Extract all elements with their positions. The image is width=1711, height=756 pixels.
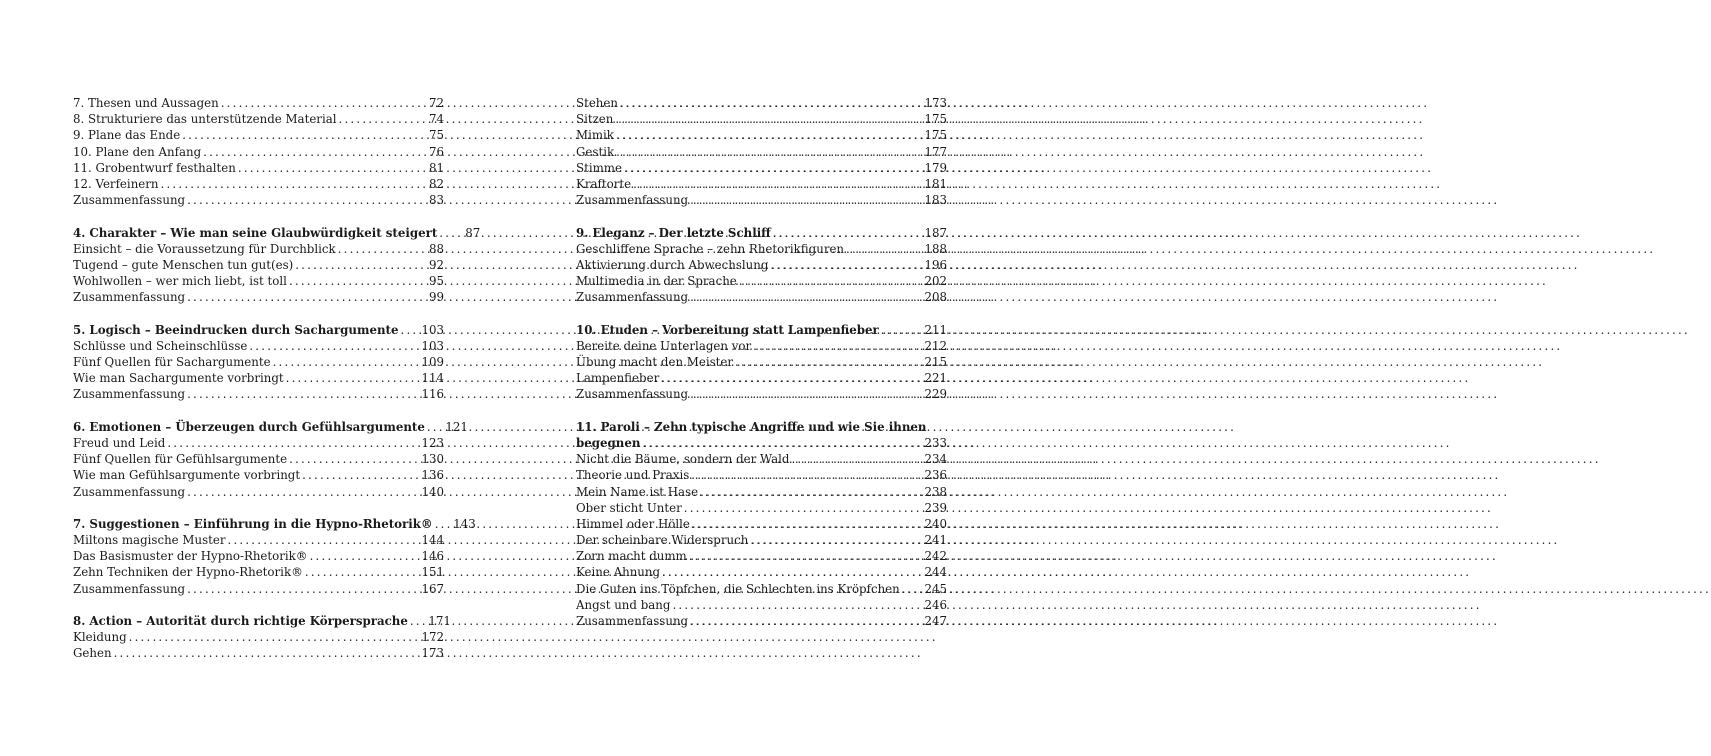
dot-leader: [187, 484, 407, 500]
toc-entry-title: Bereite deine Unterlagen vor: [576, 338, 752, 353]
dot-leader: [620, 95, 910, 111]
toc-entry: [73, 241, 444, 257]
dot-leader: [672, 597, 910, 613]
toc-page-number: 82: [428, 176, 444, 191]
toc-entry: [576, 548, 947, 564]
dot-leader: [187, 289, 407, 305]
toc-entry-title: Zusammenfassung: [73, 581, 186, 596]
toc-entry: [576, 257, 947, 273]
section-gap: [73, 500, 444, 516]
dot-leader: [439, 225, 443, 241]
dot-leader: [129, 629, 407, 645]
toc-page-number: 177: [924, 144, 947, 159]
dot-leader: [249, 338, 407, 354]
toc-entry-title: 4. Charakter – Wie man seine Glaubwürdigkeit steigert: [73, 225, 438, 240]
dot-leader: [739, 273, 910, 289]
toc-entry-title: Zusammenfassung: [73, 290, 186, 305]
toc-entry: [73, 192, 444, 208]
toc-entry-title: 10. Etuden – Vorbereitung statt Lampenfieber: [576, 322, 879, 337]
toc-page-number: 121: [445, 419, 468, 434]
toc-entry: [73, 435, 444, 451]
toc-entry: [576, 144, 947, 160]
toc-page-number: 188: [924, 241, 947, 256]
toc-page-number: 245: [924, 581, 947, 596]
toc-entry-title: Zusammenfassung: [576, 193, 689, 208]
toc-page-number: 144: [421, 533, 444, 548]
toc-right-page: [576, 95, 947, 629]
toc-page-number: 136: [421, 468, 444, 483]
toc-page-number: 247: [924, 614, 947, 628]
dot-leader: [187, 386, 407, 402]
toc-page-number: 234: [924, 452, 947, 467]
dot-leader: [690, 289, 910, 305]
toc-page-number: 103: [421, 338, 444, 353]
toc-page-number: 167: [421, 581, 444, 596]
toc-entry: [73, 467, 444, 483]
toc-page-number: 208: [924, 290, 947, 305]
toc-page-number: 143: [453, 516, 476, 531]
toc-page-number: 202: [924, 274, 947, 289]
toc-entry: [576, 241, 947, 257]
toc-entry: [576, 500, 947, 516]
toc-page-number: 130: [421, 452, 444, 467]
dot-leader: [305, 564, 407, 580]
toc-entry-title: 12. Verfeinern: [73, 176, 159, 191]
toc-entry: [73, 338, 444, 354]
toc-page-number: 244: [924, 565, 947, 580]
dot-leader: [228, 532, 408, 548]
toc-entry: [576, 467, 947, 483]
toc-page-number: 229: [924, 387, 947, 402]
toc-entry: [73, 370, 444, 386]
toc-page-number: 99: [428, 290, 444, 305]
toc-entry-title: Kleidung: [73, 630, 127, 645]
toc-entry: [576, 370, 947, 386]
dot-leader: [773, 225, 910, 241]
dot-leader: [615, 111, 910, 127]
toc-entry: [73, 581, 444, 597]
toc-page-number: 92: [428, 257, 444, 272]
toc-page-number: 175: [924, 128, 947, 143]
toc-entry: [73, 144, 444, 160]
dot-leader: [633, 176, 910, 192]
section-gap: [73, 305, 444, 321]
toc-page-number: 83: [428, 193, 444, 208]
dot-leader: [302, 467, 407, 483]
toc-entry-title: Ober sticht Unter: [576, 500, 682, 515]
toc-page-number: 196: [924, 257, 947, 272]
toc-entry-title: Die Guten ins Töpfchen, die Schlechten ins Kröpfchen: [576, 581, 900, 596]
toc-entry: [576, 160, 947, 176]
toc-entry-title: 11. Paroli – Zehn typische Angriffe und wie Sie ihnen: [576, 419, 927, 434]
toc-entry-title: Übung macht den Meister: [576, 355, 734, 369]
toc-entry-title: Gestik: [576, 144, 615, 159]
dot-leader: [187, 581, 407, 597]
toc-entry: [73, 354, 444, 370]
toc-page-number: 114: [421, 371, 444, 386]
dot-leader: [700, 484, 910, 500]
toc-entry: [73, 273, 444, 289]
dot-leader: [902, 581, 910, 597]
toc-page-number: 76: [428, 144, 444, 159]
toc-page-number: 221: [924, 371, 947, 386]
toc-entry: [576, 289, 947, 305]
toc-page-number: 181: [924, 176, 947, 191]
toc-page-number: 171: [428, 614, 451, 628]
toc-page-number: 173: [421, 646, 444, 661]
toc-chapter-heading: [576, 419, 947, 435]
section-gap: [576, 403, 947, 419]
toc-entry-title: Multimedia in der Sprache: [576, 274, 737, 289]
section-gap: [576, 305, 947, 321]
dot-leader: [167, 435, 407, 451]
toc-page-number: 173: [924, 96, 947, 110]
toc-entry-title: Fünf Quellen für Gefühlsargumente: [73, 452, 288, 467]
toc-entry-title: 8. Action – Autorität durch richtige Körpersprache: [73, 614, 408, 628]
toc-entry-title: Mimik: [576, 128, 614, 143]
dot-leader: [289, 273, 407, 289]
toc-entry: [576, 564, 947, 580]
dot-leader: [427, 419, 431, 435]
toc-entry-title: Der scheinbare Widerspruch: [576, 533, 749, 548]
dot-leader: [735, 354, 910, 370]
toc-entry-title: Theorie und Praxis: [576, 468, 690, 483]
toc-entry-title: Tugend – gute Menschen tun gut(es): [73, 257, 294, 272]
toc-chapter-heading: [576, 322, 947, 338]
dot-leader: [339, 111, 407, 127]
dot-leader: [187, 192, 407, 208]
toc-entry-title: Schlüsse und Scheinschlüsse: [73, 338, 248, 353]
toc-entry-title: Gehen: [73, 646, 112, 661]
toc-page-number: 87: [465, 225, 481, 240]
toc-page-number: 72: [428, 96, 444, 110]
dot-leader: [691, 467, 910, 483]
toc-entry: [73, 386, 444, 402]
toc-page-number: 95: [428, 274, 444, 289]
toc-chapter-heading: [73, 322, 444, 338]
toc-entry: [73, 451, 444, 467]
toc-entry: [73, 484, 444, 500]
dot-leader: [624, 160, 910, 176]
toc-chapter-heading: [73, 225, 481, 241]
toc-page-number: 116: [421, 387, 444, 402]
toc-chapter-heading: [576, 225, 947, 241]
dot-leader: [684, 500, 910, 516]
toc-entry-title: Zusammenfassung: [73, 484, 186, 499]
dot-leader: [690, 192, 910, 208]
toc-page-number: 246: [924, 597, 947, 612]
section-gap: [73, 597, 444, 613]
dot-leader: [401, 322, 408, 338]
toc-entry: [73, 127, 444, 143]
dot-leader: [616, 127, 910, 143]
toc-entry-title: Zusammenfassung: [73, 193, 186, 208]
toc-entry: [73, 176, 444, 192]
section-gap: [576, 208, 947, 224]
toc-page-number: 175: [924, 112, 947, 127]
toc-page-number: 123: [421, 435, 444, 450]
toc-entry: [73, 629, 444, 645]
toc-entry: [73, 548, 444, 564]
toc-entry: [576, 532, 947, 548]
toc-entry-title: Wie man Sachargumente vorbringt: [73, 371, 284, 386]
toc-entry-title: Stimme: [576, 160, 622, 175]
toc-entry: [73, 289, 444, 305]
dot-leader: [791, 451, 910, 467]
toc-page-number: 239: [924, 500, 947, 515]
toc-entry-title: Keine Ahnung: [576, 565, 661, 580]
toc-entry: [73, 532, 444, 548]
toc-entry: [73, 111, 444, 127]
toc-entry: [576, 597, 947, 613]
toc-entry-title: Kraftorte: [576, 176, 632, 191]
toc-entry-title: Geschliffene Sprache – zehn Rhetorikfiguren: [576, 241, 845, 256]
toc-entry-title: Mein Name ist Hase: [576, 484, 699, 499]
dot-leader: [289, 451, 407, 467]
toc-page-number: 187: [924, 225, 947, 240]
toc-entry: [576, 127, 947, 143]
toc-entry-title: Nicht die Bäume, sondern der Wald: [576, 452, 790, 467]
dot-leader: [435, 516, 439, 532]
dot-leader: [616, 144, 910, 160]
toc-page-number: 88: [428, 241, 444, 256]
toc-entry-title: Fünf Quellen für Sachargumente: [73, 355, 271, 369]
toc-page-number: 140: [421, 484, 444, 499]
toc-page-number: 151: [421, 565, 444, 580]
toc-entry-title: Zusammenfassung: [576, 387, 689, 402]
dot-leader: [770, 257, 910, 273]
toc-chapter-heading: [73, 516, 476, 532]
section-gap: [73, 208, 444, 224]
dot-leader: [273, 354, 407, 370]
dot-leader: [221, 95, 407, 111]
dot-leader: [203, 144, 407, 160]
dot-leader: [114, 645, 407, 661]
toc-entry-title: Himmel oder Hölle: [576, 516, 690, 531]
toc-page-number: 75: [428, 128, 444, 143]
dot-leader: [881, 322, 910, 338]
toc-entry-title: Zusammenfassung: [576, 614, 689, 628]
toc-entry-title: Zusammenfassung: [576, 290, 689, 305]
toc-page-number: 146: [421, 549, 444, 564]
toc-entry: [576, 273, 947, 289]
toc-entry-title: Zehn Techniken der Hypno-Rhetorik®: [73, 565, 303, 580]
section-gap: [73, 403, 444, 419]
toc-page-number: 215: [924, 355, 947, 369]
toc-entry-title: Lampenfieber: [576, 371, 660, 386]
toc-entry-title: 11. Grobentwurf festhalten: [73, 160, 236, 175]
toc-entry-title: Einsicht – die Voraussetzung für Durchblick: [73, 241, 336, 256]
toc-page-number: 172: [421, 630, 444, 645]
toc-entry: [73, 645, 444, 661]
toc-page-number: 109: [421, 355, 444, 369]
toc-entry: [576, 176, 947, 192]
dot-leader: [690, 386, 910, 402]
dot-leader: [182, 127, 407, 143]
toc-page-number: 233: [924, 435, 947, 450]
dot-leader: [642, 435, 910, 451]
toc-entry: [576, 581, 947, 597]
toc-page-number: 241: [924, 533, 947, 548]
toc-page-number: 103: [421, 322, 444, 337]
toc-page-number: 179: [924, 160, 947, 175]
toc-chapter-heading: [73, 419, 468, 435]
toc-entry-title: Stehen: [576, 96, 618, 110]
dot-leader: [310, 548, 407, 564]
toc-entry: [576, 516, 947, 532]
toc-entry: [576, 613, 947, 629]
toc-page-number: 238: [924, 484, 947, 499]
dot-leader: [662, 564, 910, 580]
toc-entry-title: 9. Plane das Ende: [73, 128, 181, 143]
toc-entry-title: 9. Eleganz – Der letzte Schliff: [576, 225, 771, 240]
toc-entry: [576, 192, 947, 208]
toc-entry: [73, 95, 444, 111]
dot-leader: [750, 532, 910, 548]
toc-entry: [73, 257, 444, 273]
toc-entry-title: Zusammenfassung: [73, 387, 186, 402]
toc-entry-title: Sitzen: [576, 112, 614, 127]
dot-leader: [661, 370, 910, 386]
dot-leader: [295, 257, 407, 273]
toc-entry-title: Das Basismuster der Hypno-Rhetorik®: [73, 549, 308, 564]
toc-entry-title: 5. Logisch – Beeindrucken durch Sachargumente: [73, 322, 399, 337]
toc-chapter-heading: [576, 435, 947, 451]
toc-entry: [576, 95, 947, 111]
toc-page-number: 212: [924, 338, 947, 353]
toc-entry-title: 7. Thesen und Aussagen: [73, 96, 219, 110]
toc-entry-title: 7. Suggestionen – Einführung in die Hypno-Rhetorik®: [73, 516, 433, 531]
toc-entry-title: Zorn macht dumm: [576, 549, 687, 564]
dot-leader: [161, 176, 407, 192]
toc-page-number: 74: [428, 112, 444, 127]
toc-entry-title: 6. Emotionen – Überzeugen durch Gefühlsargumente: [73, 419, 425, 434]
toc-entry-title: Wohlwollen – wer mich liebt, ist toll: [73, 274, 287, 289]
toc-page-number: 240: [924, 516, 947, 531]
toc-entry-title: Miltons magische Muster: [73, 533, 226, 548]
toc-page-number: 81: [428, 160, 444, 175]
toc-entry: [576, 451, 947, 467]
toc-entry-title: Aktivierung durch Abwechslung: [576, 257, 769, 272]
dot-leader: [689, 548, 910, 564]
toc-entry: [576, 338, 947, 354]
toc-entry-title: begegnen: [576, 435, 641, 450]
toc-left-page: [73, 95, 481, 662]
dot-leader: [690, 613, 910, 629]
toc-entry: [73, 160, 444, 176]
toc-page-number: 236: [924, 468, 947, 483]
toc-page-number: 211: [924, 322, 947, 337]
toc-page-number: 183: [924, 193, 947, 208]
toc-entry: [576, 484, 947, 500]
toc-entry-title: 8. Strukturiere das unterstützende Material: [73, 112, 337, 127]
toc-chapter-heading: [73, 613, 451, 629]
dot-leader: [286, 370, 407, 386]
toc-entry-title: Wie man Gefühlsargumente vorbringt: [73, 468, 301, 483]
dot-leader: [238, 160, 407, 176]
dot-leader: [692, 516, 910, 532]
toc-entry: [576, 386, 947, 402]
toc-page-number: 242: [924, 549, 947, 564]
dot-leader: [410, 613, 414, 629]
toc-entry-title: Freud und Leid: [73, 435, 166, 450]
toc-entry: [73, 564, 444, 580]
dot-leader: [753, 338, 910, 354]
toc-entry-title: 10. Plane den Anfang: [73, 144, 202, 159]
toc-entry: [576, 111, 947, 127]
dot-leader: [846, 241, 910, 257]
dot-leader: [338, 241, 407, 257]
toc-entry-title: Angst und bang: [576, 597, 671, 612]
toc-entry: [576, 354, 947, 370]
